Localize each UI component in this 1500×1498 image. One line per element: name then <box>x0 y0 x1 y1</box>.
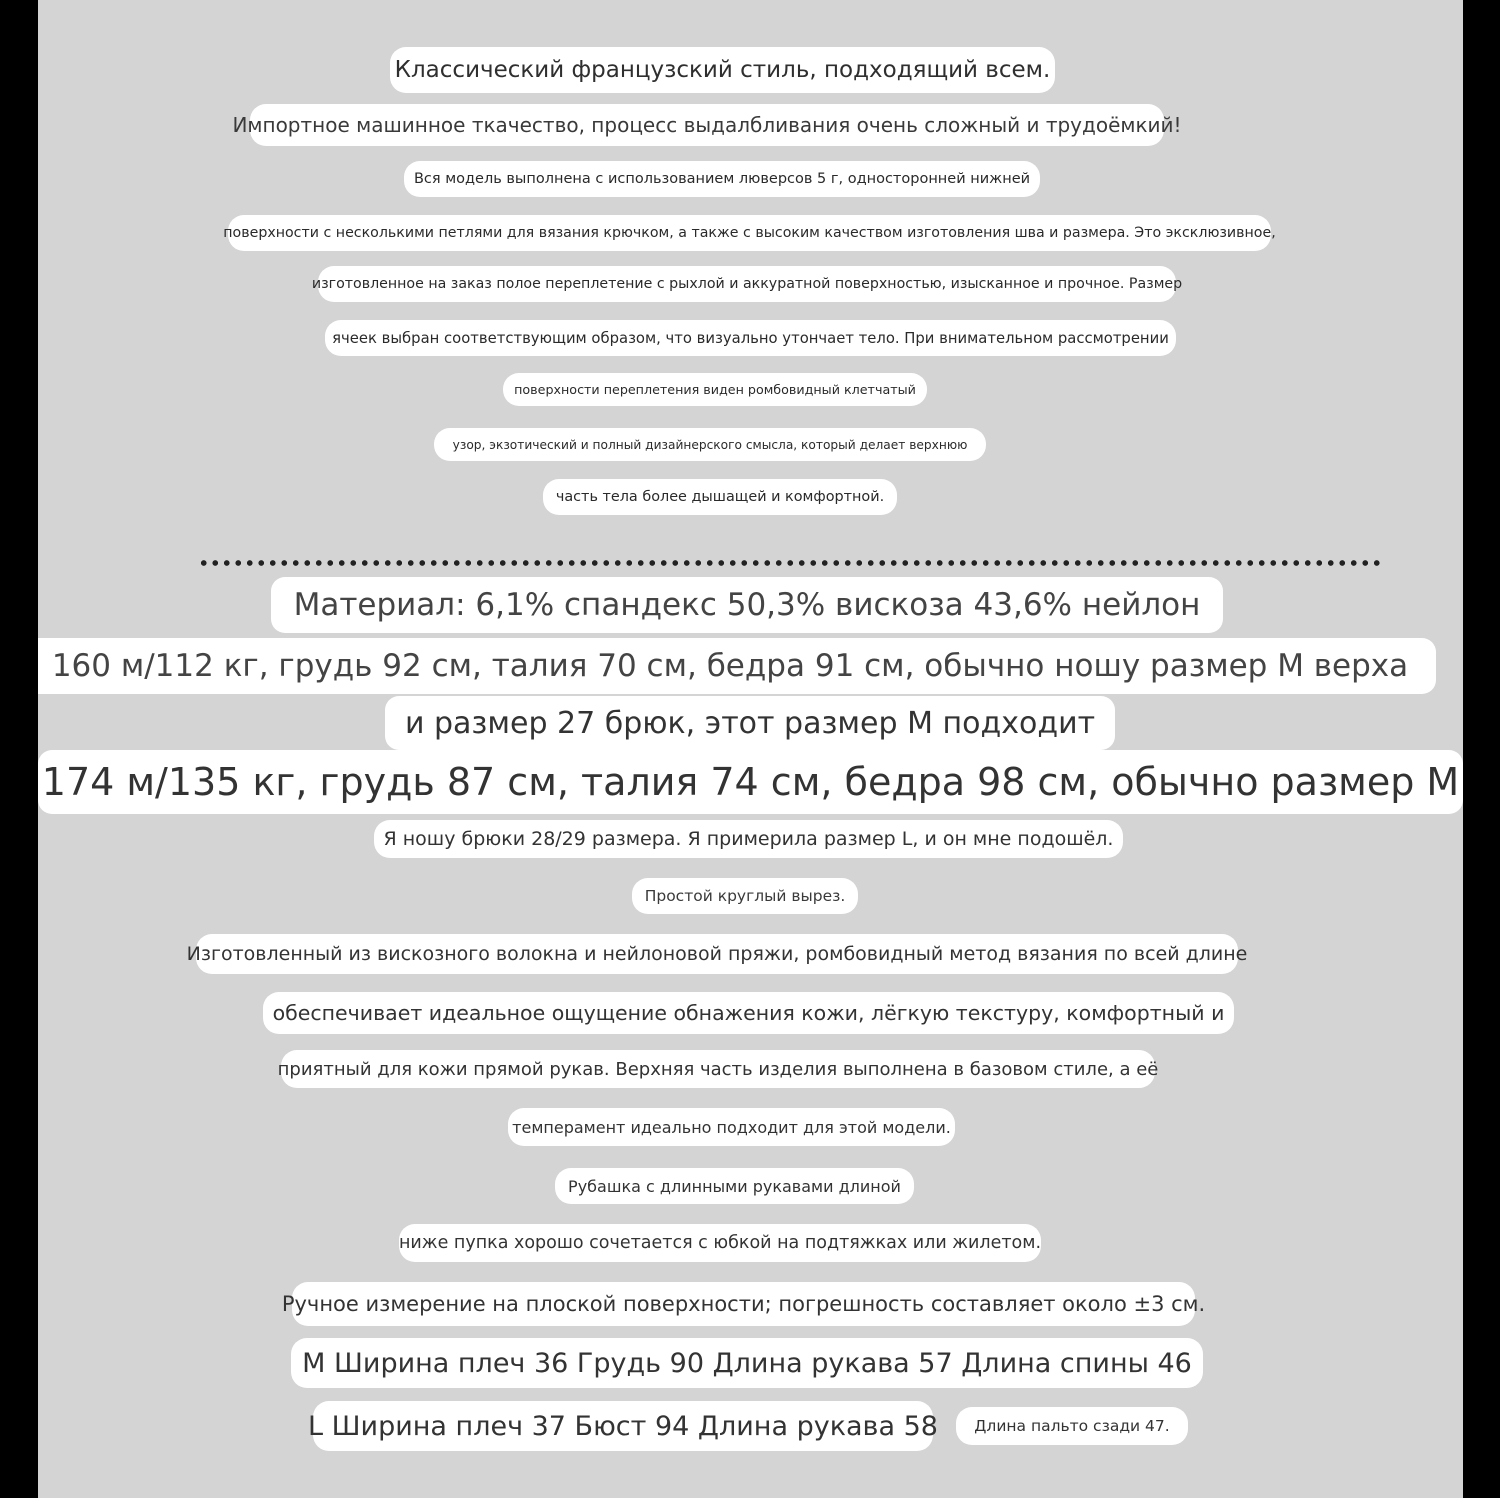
size-l-row: L Ширина плеч 37 Бюст 94 Длина рукава 58 <box>313 1401 933 1451</box>
description-line: поверхности с несколькими петлями для вязания крючком, а также с высоким качеством изготовления шва и размера. Это эксклюзивное, <box>228 215 1271 251</box>
description-line: узор, экзотический и полный дизайнерского смысла, который делает верхнюю <box>434 428 986 461</box>
model-2-measurements: 174 м/135 кг, грудь 87 см, талия 74 см, бедра 98 см, обычно размер M <box>38 750 1463 814</box>
style-line: Рубашка с длинными рукавами длиной <box>555 1168 914 1204</box>
product-description-panel <box>38 0 1463 1498</box>
model-1-measurements: 160 м/112 кг, грудь 92 см, талия 70 см, бедра 91 см, обычно ношу размер M верха <box>38 638 1436 694</box>
neckline-note: Простой круглый вырез. <box>632 878 858 914</box>
measurement-note: Ручное измерение на плоской поверхности; погрешность составляет около ±3 см. <box>292 1282 1195 1326</box>
dotted-separator <box>198 558 1380 568</box>
description-line: Вся модель выполнена с использованием люверсов 5 г, односторонней нижней <box>404 161 1040 197</box>
size-m-row: M Ширина плеч 36 Грудь 90 Длина рукава 57 Длина спины 46 <box>291 1338 1203 1388</box>
style-line: ниже пупка хорошо сочетается с юбкой на подтяжках или жилетом. <box>399 1224 1041 1262</box>
fabric-line: обеспечивает идеальное ощущение обнажения кожи, лёгкую текстуру, комфортный и <box>263 992 1234 1034</box>
fabric-line: Изготовленный из вискозного волокна и нейлоновой пряжи, ромбовидный метод вязания по всей длине <box>196 934 1238 974</box>
fabric-line: темперамент идеально подходит для этой модели. <box>508 1108 955 1146</box>
material-composition: Материал: 6,1% спандекс 50,3% вискоза 43,6% нейлон <box>271 577 1223 633</box>
fabric-line: приятный для кожи прямой рукав. Верхняя часть изделия выполнена в базовом стиле, а её <box>281 1050 1155 1088</box>
description-line: поверхности переплетения виден ромбовидный клетчатый <box>503 373 927 406</box>
model-2-size-note: Я ношу брюки 28/29 размера. Я примерила размер L, и он мне подошёл. <box>374 820 1123 858</box>
description-line: Импортное машинное ткачество, процесс выдалбливания очень сложный и трудоёмкий! <box>250 104 1164 146</box>
model-1-size-note: и размер 27 брюк, этот размер M подходит <box>385 696 1115 750</box>
size-l-back-length: Длина пальто сзади 47. <box>956 1407 1188 1445</box>
headline: Классический французский стиль, подходящий всем. <box>390 47 1055 93</box>
description-line: изготовленное на заказ полое переплетение с рыхлой и аккуратной поверхностью, изысканное и прочное. Размер <box>318 266 1176 302</box>
description-line: часть тела более дышащей и комфортной. <box>543 479 897 515</box>
description-line: ячеек выбран соответствующим образом, что визуально утончает тело. При внимательном рассмотрении <box>325 320 1176 356</box>
